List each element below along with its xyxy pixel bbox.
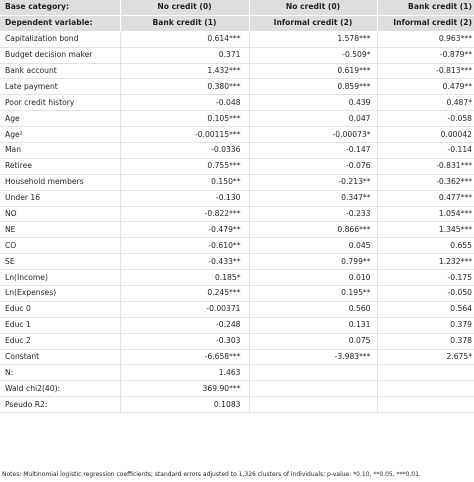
coefficient-cell <box>249 365 377 381</box>
row-label: Poor credit history <box>0 95 120 111</box>
table-row <box>0 143 474 159</box>
row-label: N: <box>0 365 120 381</box>
table-row <box>0 190 474 206</box>
coefficient-cell: -0.050 <box>377 286 474 302</box>
table-row <box>0 254 474 270</box>
table-row <box>0 174 474 190</box>
table-row <box>0 238 474 254</box>
coefficient-cell: -0.509* <box>249 47 377 63</box>
row-label: Late payment <box>0 79 120 95</box>
coefficient-cell: -0.233 <box>249 206 377 222</box>
coefficient-cell: 0.614*** <box>120 31 249 47</box>
coefficient-cell: 0.560 <box>249 301 377 317</box>
coefficient-cell: -0.130 <box>120 190 249 206</box>
table-row <box>0 317 474 333</box>
row-label: Educ 0 <box>0 301 120 317</box>
coefficient-cell: -0.610** <box>120 238 249 254</box>
coefficient-cell: -0.076 <box>249 158 377 174</box>
coefficient-cell: -0.058 <box>377 111 474 127</box>
coefficient-cell: -0.822*** <box>120 206 249 222</box>
coefficient-cell: -3.983*** <box>249 349 377 365</box>
coefficient-cell: 0.439 <box>249 95 377 111</box>
coefficient-cell: 0.866*** <box>249 222 377 238</box>
table-row <box>0 286 474 302</box>
coefficient-cell <box>377 365 474 381</box>
table-row <box>0 381 474 397</box>
coefficient-cell: 1.232*** <box>377 254 474 270</box>
row-label: CO <box>0 238 120 254</box>
header-row-dependent-variable <box>0 15 474 31</box>
coefficient-cell: -0.479** <box>120 222 249 238</box>
coefficient-cell: 0.371 <box>120 47 249 63</box>
header-base-col-1: No credit (0) <box>120 0 249 15</box>
coefficient-cell: 0.655 <box>377 238 474 254</box>
table-note: Notes: Multinomial logistic regression coefficients; standard errors adjusted to 1,326 clusters of individuals; p-value: *0.10, **0.05, ***0.01. <box>2 471 421 478</box>
coefficient-cell: 0.245*** <box>120 286 249 302</box>
table-row <box>0 95 474 111</box>
coefficient-cell: -0.114 <box>377 143 474 159</box>
row-label: NE <box>0 222 120 238</box>
header-dep-col-3: Informal credit (2) <box>377 15 474 31</box>
coefficient-cell: 0.045 <box>249 238 377 254</box>
coefficient-cell: -0.00371 <box>120 301 249 317</box>
coefficient-cell <box>377 397 474 413</box>
coefficient-cell: 0.619*** <box>249 63 377 79</box>
row-label: Constant <box>0 349 120 365</box>
row-label: Educ 1 <box>0 317 120 333</box>
row-label: Age² <box>0 127 120 143</box>
row-label: Household members <box>0 174 120 190</box>
coefficient-cell: -0.813*** <box>377 63 474 79</box>
coefficient-cell: -0.175 <box>377 270 474 286</box>
table-row <box>0 47 474 63</box>
coefficient-cell: 1.578*** <box>249 31 377 47</box>
coefficient-cell: 0.564 <box>377 301 474 317</box>
coefficient-cell <box>249 397 377 413</box>
table-row <box>0 397 474 413</box>
coefficient-cell: 0.755*** <box>120 158 249 174</box>
coefficient-cell: -0.213** <box>249 174 377 190</box>
header-base-col-2: No credit (0) <box>249 0 377 15</box>
row-label: Ln(Expenses) <box>0 286 120 302</box>
table-row <box>0 349 474 365</box>
coefficient-cell: 1.463 <box>120 365 249 381</box>
table-row <box>0 333 474 349</box>
header-base-col-3: Bank credit (1) <box>377 0 474 15</box>
coefficient-cell: -6.658*** <box>120 349 249 365</box>
coefficient-cell: 0.185* <box>120 270 249 286</box>
coefficient-cell: -0.00115*** <box>120 127 249 143</box>
coefficient-cell: -0.433** <box>120 254 249 270</box>
coefficient-cell: 0.00042 <box>377 127 474 143</box>
coefficient-cell: -0.147 <box>249 143 377 159</box>
row-label: Bank account <box>0 63 120 79</box>
coefficient-cell: 1.432*** <box>120 63 249 79</box>
coefficient-cell: 0.150** <box>120 174 249 190</box>
header-label-base: Base category: <box>0 0 120 15</box>
coefficient-cell: -0.248 <box>120 317 249 333</box>
coefficient-cell <box>249 381 377 397</box>
table-row <box>0 301 474 317</box>
coefficient-cell: -0.879** <box>377 47 474 63</box>
table-row <box>0 79 474 95</box>
header-label-dependent: Dependent variable: <box>0 15 120 31</box>
row-label: Man <box>0 143 120 159</box>
table-row <box>0 158 474 174</box>
coefficient-cell: 0.075 <box>249 333 377 349</box>
table-row <box>0 127 474 143</box>
coefficient-cell: 0.477*** <box>377 190 474 206</box>
coefficient-cell: 0.379 <box>377 317 474 333</box>
coefficient-cell: 0.479** <box>377 79 474 95</box>
row-label: SE <box>0 254 120 270</box>
header-dep-col-2: Informal credit (2) <box>249 15 377 31</box>
coefficient-cell: 0.047 <box>249 111 377 127</box>
row-label: Wald chi2(40): <box>0 381 120 397</box>
row-label: Budget decision maker <box>0 47 120 63</box>
coefficient-cell: 0.963*** <box>377 31 474 47</box>
row-label: Ln(Income) <box>0 270 120 286</box>
coefficient-cell: 1.054*** <box>377 206 474 222</box>
coefficient-cell: -0.831*** <box>377 158 474 174</box>
coefficient-cell: 0.378 <box>377 333 474 349</box>
coefficient-cell <box>377 381 474 397</box>
coefficient-cell: 369.90*** <box>120 381 249 397</box>
row-label: Pseudo R2: <box>0 397 120 413</box>
coefficient-cell: 2.675* <box>377 349 474 365</box>
table-row <box>0 111 474 127</box>
coefficient-cell: -0.00073* <box>249 127 377 143</box>
coefficient-cell: -0.303 <box>120 333 249 349</box>
table-row <box>0 206 474 222</box>
coefficient-cell: 0.380*** <box>120 79 249 95</box>
coefficient-cell: 0.105*** <box>120 111 249 127</box>
header-dep-col-1: Bank credit (1) <box>120 15 249 31</box>
table-row <box>0 222 474 238</box>
coefficient-cell: 0.347** <box>249 190 377 206</box>
header-row-base-category <box>0 0 474 15</box>
coefficient-cell: 0.131 <box>249 317 377 333</box>
table-row <box>0 31 474 47</box>
coefficient-cell: 0.195** <box>249 286 377 302</box>
table-row <box>0 63 474 79</box>
row-label: Under 16 <box>0 190 120 206</box>
table-row <box>0 270 474 286</box>
row-label: Age <box>0 111 120 127</box>
coefficient-cell: 0.1083 <box>120 397 249 413</box>
row-label: Educ 2 <box>0 333 120 349</box>
coefficient-cell: 0.799** <box>249 254 377 270</box>
row-label: NO <box>0 206 120 222</box>
coefficient-cell: 0.859*** <box>249 79 377 95</box>
row-label: Retiree <box>0 158 120 174</box>
table-row <box>0 365 474 381</box>
row-label: Capitalization bond <box>0 31 120 47</box>
coefficient-cell: 1.345*** <box>377 222 474 238</box>
coefficient-cell: -0.048 <box>120 95 249 111</box>
coefficient-cell: 0.487* <box>377 95 474 111</box>
coefficient-cell: -0.362*** <box>377 174 474 190</box>
coefficient-cell: 0.010 <box>249 270 377 286</box>
coefficient-cell: -0.0336 <box>120 143 249 159</box>
